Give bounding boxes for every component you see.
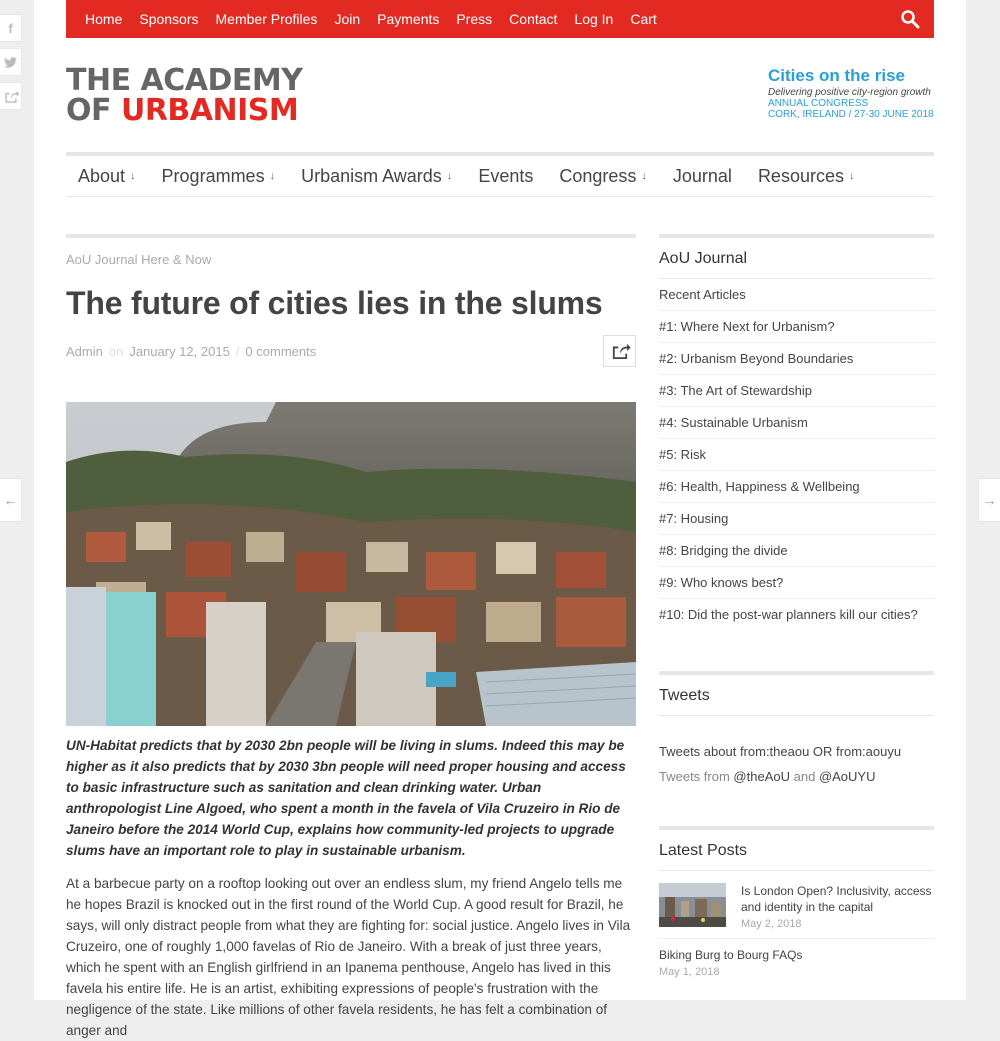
nav-congress-label: Congress bbox=[559, 165, 637, 186]
facebook-share-button[interactable] bbox=[0, 14, 22, 42]
nav-journal-label: Journal bbox=[672, 165, 732, 186]
latest-post-title[interactable]: Biking Burg to Bourg FAQs bbox=[659, 948, 803, 962]
topnav-member-profiles[interactable]: Member Profiles bbox=[215, 11, 318, 27]
site-logo[interactable] bbox=[66, 63, 303, 128]
main-nav bbox=[66, 152, 934, 197]
latest-post-item[interactable] bbox=[659, 871, 934, 939]
journal-item[interactable]: #1: Where Next for Urbanism? bbox=[659, 311, 934, 343]
next-post-arrow[interactable] bbox=[978, 478, 1000, 522]
search-icon[interactable] bbox=[900, 9, 920, 29]
nav-resources[interactable] bbox=[758, 166, 855, 187]
nav-programmes-label: Programmes bbox=[161, 165, 265, 186]
tweets-query[interactable]: Tweets about from:theaou OR from:aouyu bbox=[659, 744, 902, 759]
topnav-log-in[interactable]: Log In bbox=[574, 11, 614, 27]
article-featured-image bbox=[66, 402, 636, 726]
tweets-widget-title: Tweets bbox=[659, 675, 934, 716]
top-nav-bar bbox=[66, 0, 934, 38]
journal-item[interactable]: #10: Did the post-war planners kill our cities? bbox=[659, 607, 918, 622]
logo-of: OF bbox=[66, 93, 111, 128]
arrow-down-icon: ↓ bbox=[130, 170, 136, 182]
article-date: January 12, 2015 bbox=[129, 344, 230, 359]
twitter-handle-theaou[interactable]: @theAoU bbox=[733, 769, 790, 784]
latest-posts-title: Latest Posts bbox=[659, 830, 934, 871]
topnav-payments[interactable]: Payments bbox=[377, 11, 440, 27]
tweets-from-label: Tweets from bbox=[659, 769, 730, 784]
nav-events-label: Events bbox=[478, 165, 534, 186]
twitter-handle-aouyu[interactable]: @AoUYU bbox=[818, 769, 876, 784]
journal-item[interactable]: #7: Housing bbox=[659, 503, 934, 535]
share-button[interactable] bbox=[0, 82, 22, 110]
nav-programmes[interactable] bbox=[162, 166, 276, 187]
journal-item[interactable]: #8: Bridging the divide bbox=[659, 535, 934, 567]
article-top-rule bbox=[66, 234, 636, 238]
topnav-press[interactable]: Press bbox=[456, 11, 493, 27]
article-title: The future of cities lies in the slums bbox=[66, 285, 603, 321]
topnav-cart[interactable]: Cart bbox=[630, 11, 657, 27]
promo-location-dates: CORK, IRELAND / 27-30 JUNE 2018 bbox=[768, 109, 934, 120]
latest-post-date: May 2, 2018 bbox=[741, 918, 802, 930]
tweets-and: and bbox=[793, 769, 816, 784]
meta-separator: / bbox=[235, 344, 240, 359]
article-author[interactable]: Admin bbox=[66, 344, 103, 359]
topnav-sponsors[interactable]: Sponsors bbox=[139, 11, 199, 27]
share-icon bbox=[4, 90, 18, 103]
nav-journal[interactable] bbox=[673, 166, 732, 187]
prev-post-arrow[interactable] bbox=[0, 478, 22, 522]
nav-congress[interactable] bbox=[559, 166, 647, 187]
nav-about[interactable] bbox=[78, 166, 136, 187]
journal-item[interactable]: #2: Urbanism Beyond Boundaries bbox=[659, 343, 934, 375]
promo-tagline: Delivering positive city-region growth bbox=[768, 87, 931, 98]
journal-item[interactable]: #4: Sustainable Urbanism bbox=[659, 407, 934, 439]
topnav-home[interactable]: Home bbox=[85, 11, 123, 27]
logo-urbanism: URBANISM bbox=[120, 93, 299, 128]
nav-events[interactable] bbox=[478, 166, 533, 187]
journal-item[interactable]: #5: Risk bbox=[659, 439, 934, 471]
latest-post-thumbnail[interactable] bbox=[659, 883, 726, 927]
journal-list bbox=[659, 279, 934, 631]
article-share-button[interactable] bbox=[603, 335, 636, 367]
promo-congress: ANNUAL CONGRESS bbox=[768, 98, 869, 109]
journal-item[interactable]: #3: The Art of Stewardship bbox=[659, 375, 934, 407]
article bbox=[66, 234, 636, 1041]
nav-resources-label: Resources bbox=[757, 165, 844, 186]
arrow-down-icon: ↓ bbox=[446, 170, 453, 182]
journal-item[interactable]: Recent Articles bbox=[659, 279, 934, 311]
article-lead: UN-Habitat predicts that by 2030 2bn people will be living in slums. Indeed this may be higher as it also predicts that by 2030 3bn people will need proper housing and access to basic infrastructure such as sanitation and clean drinking water. Urban anthropologist Line Algoed, who spent a month in the favela of Vila Cruzeiro in Rio de Janeiro before the 2014 World Cup, explains how community-led projects to upgrade slums have an important role to play in sustainable urbanism. bbox=[66, 738, 626, 858]
arrow-down-icon: ↓ bbox=[848, 170, 855, 182]
arrow-right-icon: → bbox=[982, 492, 997, 508]
journal-item[interactable]: #9: Who knows best? bbox=[659, 567, 934, 599]
twitter-icon bbox=[4, 57, 17, 68]
journal-widget-title: AoU Journal bbox=[659, 238, 934, 279]
nav-about-label: About bbox=[78, 165, 126, 186]
journal-item[interactable]: #6: Health, Happiness & Wellbeing bbox=[659, 471, 934, 503]
facebook-icon: f bbox=[8, 20, 13, 36]
logo-line-1: THE ACADEMY bbox=[66, 63, 303, 98]
latest-post-date: May 1, 2018 bbox=[659, 966, 720, 978]
social-share-rail bbox=[0, 14, 22, 116]
logo-line-2 bbox=[66, 93, 302, 128]
twitter-share-button[interactable] bbox=[0, 48, 22, 76]
arrow-down-icon: ↓ bbox=[641, 170, 647, 182]
promo-title: Cities on the rise bbox=[768, 66, 905, 85]
nav-urbanism-awards[interactable] bbox=[301, 166, 452, 187]
topnav-join[interactable]: Join bbox=[334, 11, 361, 27]
article-meta bbox=[66, 344, 636, 376]
article-category[interactable]: AoU Journal Here & Now bbox=[66, 252, 212, 267]
article-body: At a barbecue party on a rooftop looking out over an endless slum, my friend Angelo tells me he hopes Brazil is knocked out in the first round of the World Cup. A good result for Brazil, he says, will only distract people from what they are fighting for: social justice. Angelo lives in Vila Cruzeiro, one of roughly 1,000 favelas of Rio de Janeiro. With a break of just three years, which he spent with an English girlfriend in an Ipanema penthouse, Angelo has lived in this favela his entire life. He is an artist, exhibiting expressions of people's frustration with the negligence of the state. Like millions of other favela residents, he has felt a combination of anger and bbox=[66, 876, 631, 1038]
tweets-from-line bbox=[659, 769, 934, 784]
latest-post-item[interactable] bbox=[659, 939, 934, 986]
arrow-left-icon: ← bbox=[3, 492, 18, 508]
arrow-down-icon: ↓ bbox=[269, 170, 276, 182]
topnav-contact[interactable]: Contact bbox=[509, 11, 558, 27]
sidebar bbox=[659, 234, 934, 986]
latest-post-title[interactable]: Is London Open? Inclusivity, access and identity in the capital bbox=[741, 884, 932, 914]
nav-urbanism-awards-label: Urbanism Awards bbox=[301, 165, 442, 186]
congress-promo-banner[interactable] bbox=[768, 66, 934, 120]
meta-on: on bbox=[108, 344, 124, 359]
share-icon bbox=[611, 343, 629, 359]
article-comments-link[interactable]: 0 comments bbox=[245, 344, 317, 359]
